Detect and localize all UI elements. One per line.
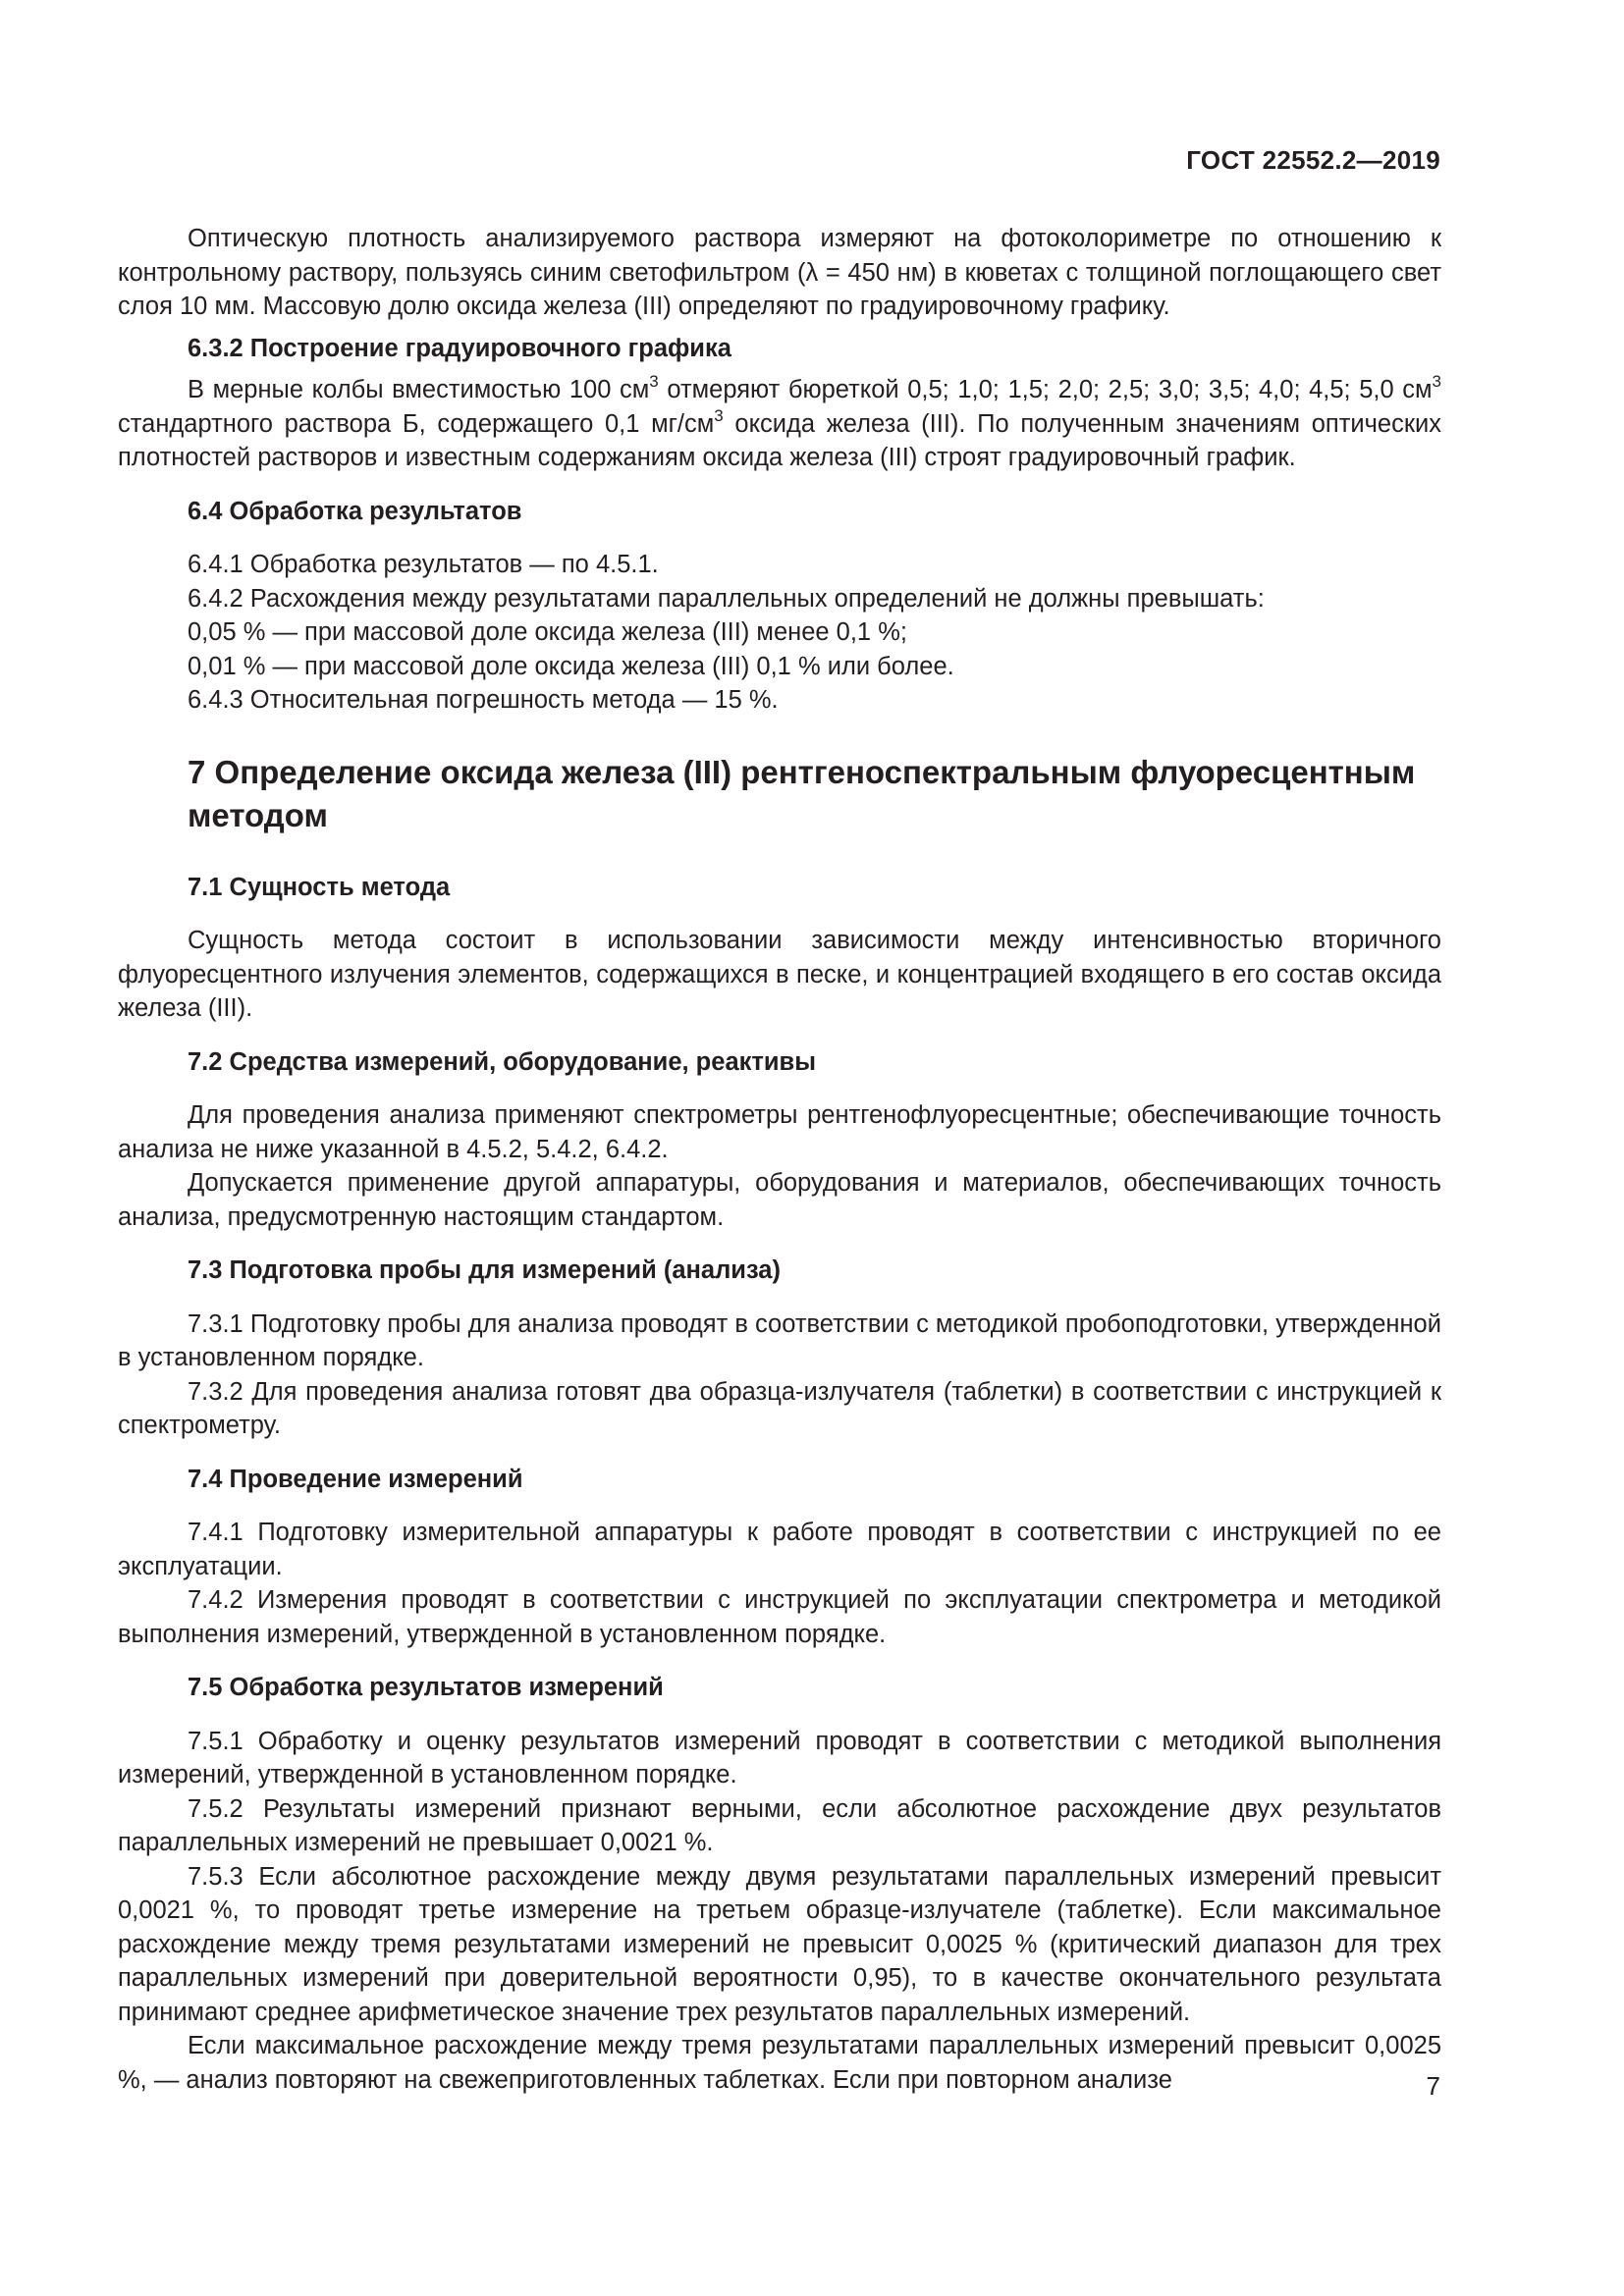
paragraph-7-5-3-continued: Если максимальное расхождение между тремя результатами параллельных измерений превысит 0,0025 %, — анализ повторяют на свежеприготовленных таблетках. Если при повторном анализе	[118, 2032, 1441, 2094]
text-segment: отмеряют бюреткой 0,5; 1,0; 1,5; 2,0; 2,5; 3,0; 3,5; 4,0; 4,5; 5,0 см	[658, 376, 1433, 403]
paragraph-7-4-2: 7.4.2 Измерения проводят в соответствии с инструкцией по эксплуатации спектрометра и методикой выполнения измерений, утвержденной в установленном порядке.	[118, 1586, 1441, 1648]
heading-6-4: 6.4 Обработка результатов	[188, 497, 522, 525]
superscript: 3	[714, 405, 724, 425]
paragraph-7-2-b: Допускается применение другой аппаратуры, оборудования и материалов, обеспечивающих точность анализа, предусмотренную настоящим стандартом.	[118, 1169, 1441, 1231]
text-segment: стандартного раствора Б, содержащего 0,1 мг/см	[118, 409, 715, 438]
superscript: 3	[649, 372, 659, 391]
paragraph-7-1: Сущность метода состоит в использовании зависимости между интенсивностью вторичного флуоресцентного излучения элементов, содержащихся в песке, и концентрацией входящего в его состав оксида железа (III).	[118, 927, 1441, 1022]
line-6-4-2: 6.4.2 Расхождения между результатами параллельных определений не должны превышать:	[188, 584, 1265, 613]
paragraph-7-5-3: 7.5.3 Если абсолютное расхождение между двумя результатами параллельных измерений превысит 0,0021 %, то проводят третье измерение на третьем образце-излучателе (таблетке). Если максимальное расхождение между тремя результатами измерений не превысит 0,0025 % (критический диапазон для трех параллельных измерений при доверительной вероятности 0,95), то в качестве окончательного результата принимают среднее арифметическое значение трех результатов параллельных измерений.	[118, 1862, 1441, 2026]
text-segment: В мерные колбы вместимостью 100 см	[188, 376, 650, 403]
paragraph-7-2-a: Для проведения анализа применяют спектрометры рентгенофлуоресцентные; обеспечивающие точность анализа не ниже указанной в 4.5.2, 5.4.2, 6.4.2.	[118, 1101, 1441, 1163]
heading-7-2: 7.2 Средства измерений, оборудование, реактивы	[188, 1047, 817, 1076]
line-limit-2: 0,01 % — при массовой доле оксида железа (III) 0,1 % или более.	[188, 652, 954, 680]
heading-7-3: 7.3 Подготовка пробы для измерений (анализа)	[188, 1256, 781, 1284]
line-limit-1: 0,05 % — при массовой доле оксида железа (III) менее 0,1 %;	[188, 618, 907, 646]
heading-7-4: 7.4 Проведение измерений	[188, 1465, 523, 1493]
document-header: ГОСТ 22552.2—2019	[1186, 145, 1440, 175]
page-number: 7	[1426, 2071, 1440, 2101]
superscript: 3	[1432, 372, 1441, 391]
heading-section-7: 7 Определение оксида железа (III) рентгеноспектральным флуоресцентным методом	[188, 753, 1416, 833]
line-6-4-3: 6.4.3 Относительная погрешность метода — 15 %.	[188, 686, 779, 714]
paragraph-optical-density: Оптическую плотность анализируемого раствора измеряют на фотоколориметре по отношению к контрольному раствору, пользуясь синим светофильтром (λ = 450 нм) в кюветах с толщиной поглощающего свет слоя 10 мм. Массовую долю оксида железа (III) определяют по градуировочному графику.	[118, 225, 1441, 320]
paragraph-7-4-1: 7.4.1 Подготовку измерительной аппаратуры к работе проводят в соответствии с инструкцией по ее эксплуатации.	[118, 1519, 1441, 1580]
paragraph-7-3-2: 7.3.2 Для проведения анализа готовят два образца-излучателя (таблетки) в соответствии с инструкцией к спектрометру.	[118, 1377, 1441, 1439]
paragraph-7-3-1: 7.3.1 Подготовку пробы для анализа проводят в соответствии с методикой пробоподготовки, утвержденной в установленном порядке.	[118, 1309, 1441, 1371]
heading-7-5: 7.5 Обработка результатов измерений	[188, 1674, 664, 1701]
paragraph-7-5-2: 7.5.2 Результаты измерений признают верными, если абсолютное расхождение двух результатов параллельных измерений не превышает 0,0021 %.	[118, 1794, 1441, 1856]
heading-6-3-2: 6.3.2 Построение градуировочного графика	[188, 334, 731, 362]
heading-7-1: 7.1 Сущность метода	[188, 873, 451, 901]
paragraph-7-5-1: 7.5.1 Обработку и оценку результатов измерений проводят в соответствии с методикой выполнения измерений, утвержденной в установленном порядке.	[118, 1727, 1441, 1789]
paragraph-6-3-2	[118, 373, 1441, 475]
text-segment: оксида железа (III). По полученным значениям оптических плотностей растворов и известным содержаниям оксида железа (III) строят градуировочный график.	[118, 409, 1441, 471]
line-6-4-1: 6.4.1 Обработка результатов — по 4.5.1.	[188, 551, 659, 578]
document-body	[118, 222, 1441, 2097]
